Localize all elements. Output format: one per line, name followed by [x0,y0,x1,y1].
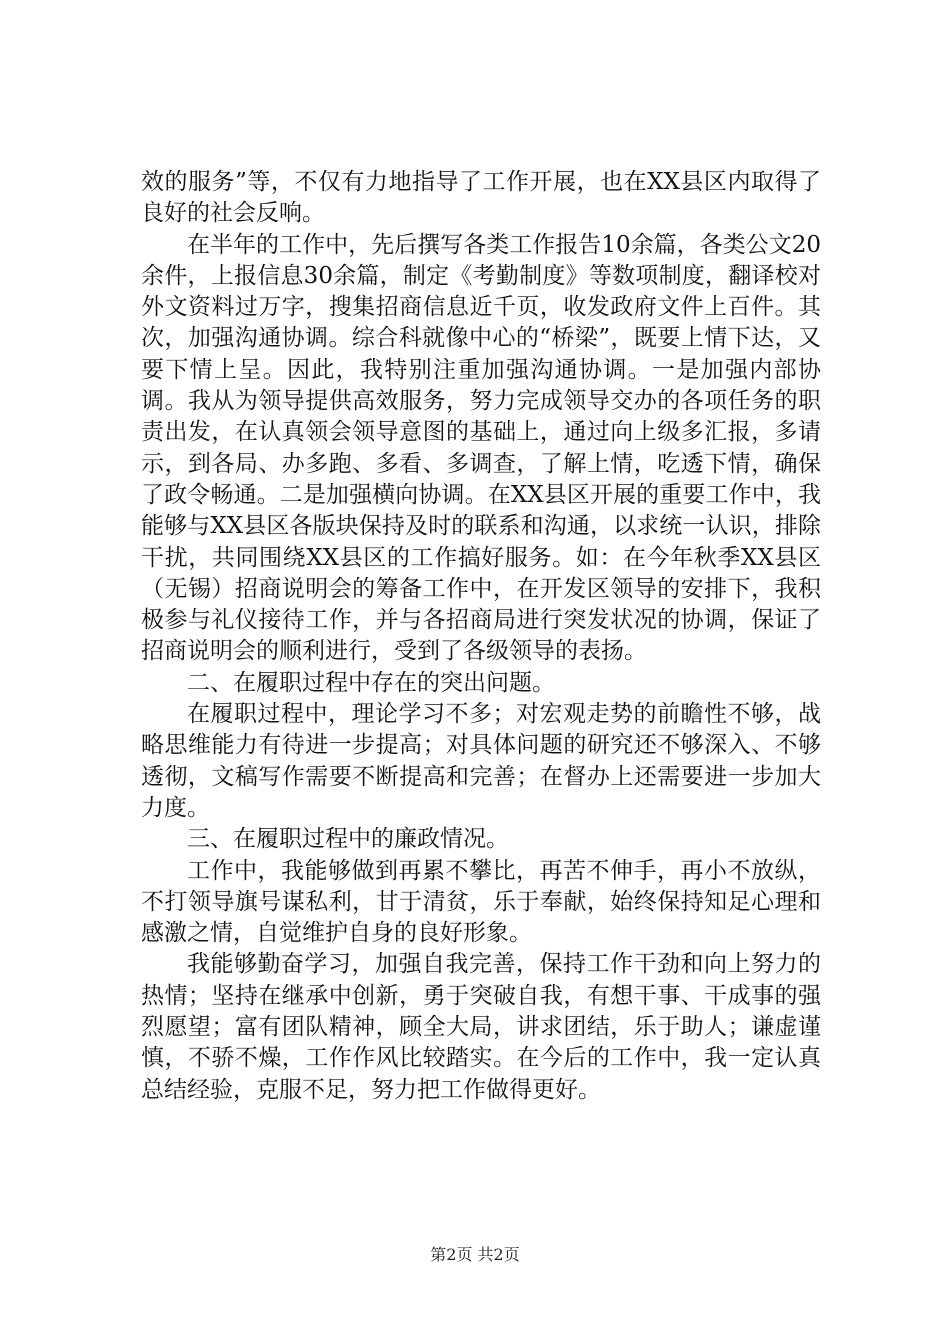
paragraph-integrity: 工作中，我能够做到再累不攀比，再苦不伸手，再小不放纵，不打领导旗号谋私利，甘于清贫，乐于奉献，始终保持知足心理和感激之情，自觉维护自身的良好形象。 [141,857,821,947]
paragraph-problems: 在履职过程中，理论学习不多；对宏观走势的前瞻性不够，战略思维能力有待进一步提高；对具体问题的研究还不够深入、不够透彻，文稿写作需要不断提高和完善；在督办上还需要进一步加大力度。 [141,701,821,821]
document-body [141,167,821,1106]
paragraph-work-summary: 在半年的工作中，先后撰写各类工作报告10余篇，各类公文20余件，上报信息30余篇，制定《考勤制度》等数项制度，翻译校对外文资料过万字，搜集招商信息近千页，收发政府文件上百件。其次，加强沟通协调。综合科就像中心的“桥梁”，既要上情下达，又要下情上呈。因此，我特别注重加强沟通协调。一是加强内部协调。我从为领导提供高效服务，努力完成领导交办的各项任务的职责出发，在认真领会领导意图的基础上，通过向上级多汇报，多请示，到各局、办多跑、多看、多调查，了解上情，吃透下情，确保了政令畅通。二是加强横向协调。在XX县区开展的重要工作中，我能够与XX县区各版块保持及时的联系和沟通，以求统一认识，排除干扰，共同围绕XX县区的工作搞好服务。如：在今年秋季XX县区（无锡）招商说明会的筹备工作中，在开发区领导的安排下，我积极参与礼仪接待工作，并与各招商局进行突发状况的协调，保证了招商说明会的顺利进行，受到了各级领导的表扬。 [141,231,821,665]
section-heading-problems: 二、在履职过程中存在的突出问题。 [187,669,555,696]
paragraph-conclusion: 我能够勤奋学习，加强自我完善，保持工作干劲和向上努力的热情；坚持在继承中创新，勇于突破自我，有想干事、干成事的强烈愿望；富有团队精神，顾全大局，讲求团结，乐于助人；谦虚谨慎，不骄不燥，工作作风比较踏实。在今后的工作中，我一定认真总结经验，克服不足，努力把工作做得更好。 [141,951,821,1103]
section-heading-integrity: 三、在履职过程中的廉政情况。 [187,826,509,853]
page-footer [0,1245,950,1265]
page-number-label: 第2页 共2页 [430,1245,520,1264]
paragraph-continuation: 效的服务”等，不仅有力地指导了工作开展，也在XX县区内取得了良好的社会反响。 [141,169,821,227]
